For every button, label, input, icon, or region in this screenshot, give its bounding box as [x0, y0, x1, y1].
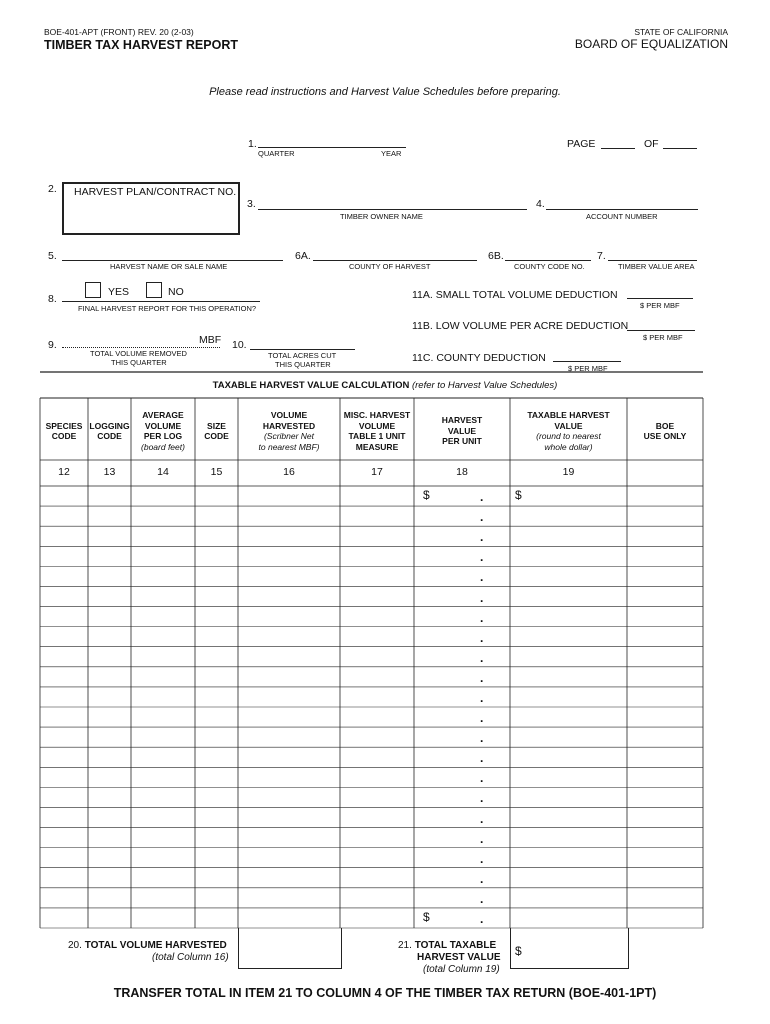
- decimal-point-mark: .: [480, 610, 484, 625]
- total-volume-box[interactable]: [238, 928, 342, 969]
- col-number-14: 14: [157, 466, 169, 478]
- total-volume-harvested-note: (total Column 16): [152, 952, 229, 963]
- col-species-header: SPECIES CODE: [45, 420, 83, 441]
- decimal-point-mark: .: [480, 670, 484, 685]
- field-2-number: 2.: [48, 183, 57, 195]
- field-1-number: 1.: [248, 138, 257, 150]
- county-deduction-label: 11C. COUNTY DEDUCTION: [412, 352, 546, 364]
- small-volume-deduction-label: 11A. SMALL TOTAL VOLUME DEDUCTION: [412, 289, 618, 301]
- col-taxable-header: TAXABLE HARVEST VALUE (round to nearest whole dollar): [527, 410, 610, 452]
- footer-instruction: TRANSFER TOTAL IN ITEM 21 TO COLUMN 4 OF THE TIMBER TAX RETURN (BOE-401-1PT): [113, 986, 657, 1000]
- col-misc-header: MISC. HARVEST VOLUME TABLE 1 UNIT MEASURE: [343, 410, 411, 452]
- total-taxable-label-2: HARVEST VALUE: [417, 952, 501, 963]
- decimal-point-mark: .: [480, 690, 484, 705]
- page-label: PAGE: [567, 138, 596, 150]
- decimal-point-mark: .: [480, 871, 484, 886]
- decimal-point-mark: .: [480, 711, 484, 726]
- total-taxable-note: (total Column 19): [423, 964, 500, 975]
- per-mbf-label-b: $ PER MBF: [643, 333, 683, 342]
- per-mbf-label-a: $ PER MBF: [640, 301, 680, 310]
- field-3-number: 3.: [247, 198, 256, 210]
- of-label: OF: [644, 138, 659, 150]
- table-title-bold: TAXABLE HARVEST VALUE CALCULATION: [212, 380, 410, 391]
- dollar-sign-col-19: $: [515, 488, 522, 503]
- total-taxable-label: 21. TOTAL TAXABLE: [398, 940, 497, 951]
- decimal-point-mark: .: [480, 570, 484, 585]
- col-logging-header: LOGGING CODE: [89, 420, 130, 441]
- per-mbf-label-c: $ PER MBF: [568, 364, 608, 373]
- decimal-point-mark: .: [480, 510, 484, 525]
- field-4-number: 4.: [536, 198, 545, 210]
- total-taxable-box[interactable]: [510, 928, 629, 969]
- total-taxable-dollar: $: [515, 944, 522, 958]
- field-6a-number: 6A.: [295, 250, 311, 262]
- yes-label: YES: [108, 286, 130, 298]
- col-number-15: 15: [210, 466, 223, 478]
- col-harvest-value-header: HARVEST VALUE PER UNIT: [441, 415, 483, 447]
- decimal-point-mark: .: [480, 831, 484, 846]
- harvest-name-label: HARVEST NAME OR SALE NAME: [110, 262, 228, 271]
- decimal-point-mark: .: [480, 851, 484, 866]
- field-6b-number: 6B.: [488, 250, 504, 262]
- field-5-number: 5.: [48, 250, 57, 262]
- field-8-number: 8.: [48, 293, 57, 305]
- decimal-point-mark: .: [480, 911, 484, 926]
- col-number-12: 12: [58, 466, 70, 478]
- col-volume-header: VOLUME HARVESTED (Scribner Net to nearest MBF): [258, 410, 320, 452]
- decimal-point-mark: .: [480, 771, 484, 786]
- field-7-number: 7.: [597, 250, 606, 262]
- field-10-number: 10.: [232, 339, 247, 351]
- county-code-label: COUNTY CODE NO.: [514, 262, 585, 271]
- table-title-note: (refer to Harvest Value Schedules): [411, 380, 558, 391]
- quarter-label: QUARTER: [258, 149, 295, 158]
- timber-owner-label: TIMBER OWNER NAME: [340, 212, 423, 221]
- instructions-text: Please read instructions and Harvest Value Schedules before preparing.: [209, 86, 561, 98]
- col-number-18: 18: [456, 466, 468, 478]
- col-number-19: 19: [562, 466, 575, 478]
- year-label: YEAR: [381, 149, 402, 158]
- total-acres-label-2: THIS QUARTER: [275, 360, 331, 369]
- decimal-point-mark: .: [480, 590, 484, 605]
- col-average-header: AVERAGE VOLUME PER LOG (board feet): [141, 410, 185, 452]
- county-harvest-label: COUNTY OF HARVEST: [349, 262, 431, 271]
- total-volume-harvested-label: 20. TOTAL VOLUME HARVESTED: [68, 940, 227, 951]
- decimal-point-mark: .: [480, 650, 484, 665]
- harvest-plan-label: HARVEST PLAN/CONTRACT NO.: [74, 186, 237, 198]
- final-report-label: FINAL HARVEST REPORT FOR THIS OPERATION?: [78, 304, 257, 313]
- low-volume-deduction-label: 11B. LOW VOLUME PER ACRE DEDUCTION: [412, 320, 629, 332]
- decimal-point-mark: .: [480, 530, 484, 545]
- total-acres-label: TOTAL ACRES CUT: [268, 351, 337, 360]
- field-9-number: 9.: [48, 339, 57, 351]
- state-label: STATE OF CALIFORNIA: [634, 27, 728, 37]
- form-id: BOE-401-APT (FRONT) REV. 20 (2-03): [44, 27, 194, 37]
- decimal-point-mark: .: [480, 630, 484, 645]
- mbf-label: MBF: [199, 334, 222, 346]
- col-size-header: SIZE CODE: [204, 420, 229, 441]
- decimal-point-mark: .: [480, 811, 484, 826]
- decimal-point-mark: .: [480, 791, 484, 806]
- decimal-point-mark: .: [480, 751, 484, 766]
- dollar-sign-col-18: $: [423, 909, 430, 924]
- col-number-13: 13: [103, 466, 116, 478]
- total-volume-label: TOTAL VOLUME REMOVED: [90, 349, 187, 358]
- total-volume-label-2: THIS QUARTER: [111, 358, 167, 367]
- decimal-point-mark: .: [480, 731, 484, 746]
- decimal-point-mark: .: [480, 550, 484, 565]
- decimal-point-mark: .: [480, 490, 484, 505]
- col-number-16: 16: [283, 466, 295, 478]
- dollar-sign-col-18: $: [423, 488, 430, 503]
- form-title: TIMBER TAX HARVEST REPORT: [44, 38, 238, 52]
- col-number-17: 17: [371, 466, 383, 478]
- agency-label: BOARD OF EQUALIZATION: [574, 37, 728, 51]
- timber-value-area-label: TIMBER VALUE AREA: [618, 262, 695, 271]
- decimal-point-mark: .: [480, 891, 484, 906]
- col-boe-header: BOE USE ONLY: [643, 420, 687, 441]
- account-number-label: ACCOUNT NUMBER: [586, 212, 658, 221]
- no-label: NO: [168, 286, 184, 298]
